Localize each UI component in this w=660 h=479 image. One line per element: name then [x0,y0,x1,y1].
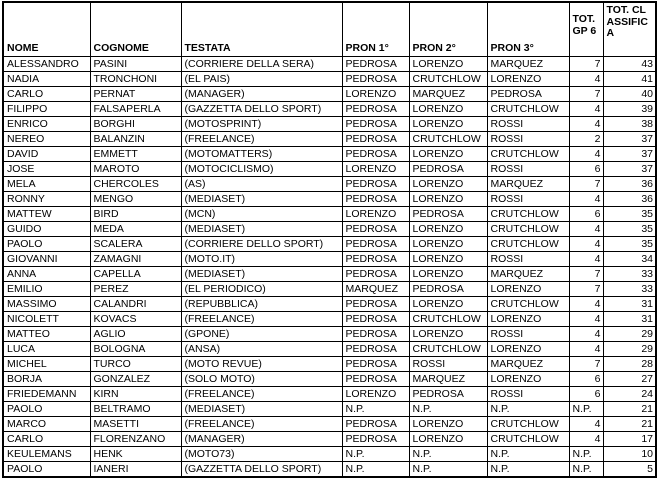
cell-cognome: SCALERA [90,237,181,252]
table-row [3,312,656,327]
cell-pron-1: PEDROSA [342,312,409,327]
cell-nome: FRIEDEMANN [3,387,90,402]
cell-pron-3: LORENZO [487,342,569,357]
cell-cognome: BALANZIN [90,132,181,147]
cell-nome: MICHEL [3,357,90,372]
cell-nome: MASSIMO [3,297,90,312]
cell-cognome: TURCO [90,357,181,372]
cell-tot-classifica: 33 [603,282,656,297]
table-row [3,87,656,102]
cell-testata: (MEDIASET) [181,192,342,207]
cell-pron-1: N.P. [342,462,409,478]
table-row [3,462,656,478]
cell-pron-2: MARQUEZ [409,87,487,102]
cell-cognome: IANERI [90,462,181,478]
cell-tot-gp-6: 6 [569,387,603,402]
cell-tot-classifica: 17 [603,432,656,447]
cell-testata: (MCN) [181,207,342,222]
cell-pron-3: LORENZO [487,372,569,387]
cell-tot-gp-6: 7 [569,177,603,192]
cell-pron-3: ROSSI [487,252,569,267]
cell-cognome: TRONCHONI [90,72,181,87]
cell-nome: FILIPPO [3,102,90,117]
cell-pron-2: CRUTCHLOW [409,72,487,87]
cell-pron-2: PEDROSA [409,282,487,297]
cell-tot-gp-6: 4 [569,192,603,207]
cell-tot-gp-6: 4 [569,102,603,117]
cell-testata: (MOTOCICLISMO) [181,162,342,177]
cell-pron-2: LORENZO [409,252,487,267]
cell-tot-gp-6: 4 [569,252,603,267]
cell-pron-2: PEDROSA [409,162,487,177]
header-row [3,2,656,57]
cell-tot-gp-6: 6 [569,207,603,222]
cell-tot-classifica: 37 [603,147,656,162]
cell-tot-classifica: 10 [603,447,656,462]
cell-tot-gp-6: 7 [569,267,603,282]
cell-cognome: CAPELLA [90,267,181,282]
cell-pron-1: PEDROSA [342,252,409,267]
cell-testata: (EL PAIS) [181,72,342,87]
cell-testata: (GPONE) [181,327,342,342]
cell-pron-2: LORENZO [409,417,487,432]
cell-pron-3: CRUTCHLOW [487,222,569,237]
cell-cognome: KIRN [90,387,181,402]
cell-nome: MATTEW [3,207,90,222]
cell-pron-2: LORENZO [409,57,487,72]
cell-pron-1: PEDROSA [342,117,409,132]
cell-testata: (MOTO.IT) [181,252,342,267]
cell-pron-2: ROSSI [409,357,487,372]
cell-tot-gp-6: 2 [569,132,603,147]
column-header-nome: NOME [3,2,90,57]
cell-nome: MATTEO [3,327,90,342]
cell-testata: (MEDIASET) [181,222,342,237]
cell-pron-3: N.P. [487,462,569,478]
table-row [3,222,656,237]
cell-pron-3: PEDROSA [487,87,569,102]
cell-pron-2: LORENZO [409,117,487,132]
cell-cognome: HENK [90,447,181,462]
cell-cognome: BELTRAMO [90,402,181,417]
cell-pron-1: PEDROSA [342,147,409,162]
cell-tot-gp-6: 4 [569,72,603,87]
cell-pron-2: LORENZO [409,327,487,342]
cell-tot-classifica: 21 [603,402,656,417]
cell-tot-gp-6: N.P. [569,447,603,462]
cell-pron-2: N.P. [409,447,487,462]
predictions-table [2,1,657,478]
table-row [3,147,656,162]
cell-nome: ALESSANDRO [3,57,90,72]
cell-pron-2: CRUTCHLOW [409,132,487,147]
cell-pron-3: MARQUEZ [487,357,569,372]
cell-tot-classifica: 36 [603,177,656,192]
cell-pron-3: N.P. [487,447,569,462]
table-row [3,132,656,147]
cell-pron-3: CRUTCHLOW [487,297,569,312]
cell-pron-3: ROSSI [487,162,569,177]
cell-cognome: FLORENZANO [90,432,181,447]
table-row [3,72,656,87]
cell-pron-1: PEDROSA [342,267,409,282]
cell-testata: (MANAGER) [181,87,342,102]
cell-pron-1: PEDROSA [342,222,409,237]
cell-nome: GUIDO [3,222,90,237]
cell-nome: NICOLETT [3,312,90,327]
column-header-pron-3: PRON 3° [487,2,569,57]
cell-tot-classifica: 31 [603,312,656,327]
cell-pron-3: CRUTCHLOW [487,147,569,162]
cell-cognome: PASINI [90,57,181,72]
cell-pron-1: PEDROSA [342,342,409,357]
table-row [3,387,656,402]
cell-tot-gp-6: 4 [569,297,603,312]
cell-cognome: MENGO [90,192,181,207]
cell-tot-gp-6: 4 [569,117,603,132]
cell-testata: (FREELANCE) [181,132,342,147]
cell-tot-classifica: 35 [603,222,656,237]
cell-cognome: KOVACS [90,312,181,327]
cell-pron-2: LORENZO [409,237,487,252]
table-row [3,177,656,192]
table-row [3,237,656,252]
cell-tot-gp-6: 4 [569,327,603,342]
table-row [3,447,656,462]
table-row [3,267,656,282]
cell-pron-1: PEDROSA [342,72,409,87]
cell-pron-3: ROSSI [487,132,569,147]
cell-tot-classifica: 37 [603,162,656,177]
cell-tot-gp-6: 7 [569,87,603,102]
cell-testata: (MOTOMATTERS) [181,147,342,162]
cell-cognome: MAROTO [90,162,181,177]
table-row [3,297,656,312]
cell-pron-2: CRUTCHLOW [409,312,487,327]
cell-pron-3: LORENZO [487,282,569,297]
cell-pron-3: LORENZO [487,312,569,327]
cell-testata: (REPUBBLICA) [181,297,342,312]
cell-nome: DAVID [3,147,90,162]
cell-nome: CARLO [3,432,90,447]
cell-pron-3: CRUTCHLOW [487,207,569,222]
table-row [3,207,656,222]
cell-pron-2: PEDROSA [409,387,487,402]
cell-pron-1: PEDROSA [342,372,409,387]
cell-cognome: PERNAT [90,87,181,102]
cell-tot-gp-6: 4 [569,342,603,357]
cell-testata: (MOTOSPRINT) [181,117,342,132]
cell-tot-classifica: 5 [603,462,656,478]
cell-testata: (SOLO MOTO) [181,372,342,387]
cell-nome: ENRICO [3,117,90,132]
cell-testata: (MOTO REVUE) [181,357,342,372]
cell-pron-2: PEDROSA [409,207,487,222]
cell-nome: RONNY [3,192,90,207]
column-header-cognome: COGNOME [90,2,181,57]
cell-pron-3: CRUTCHLOW [487,417,569,432]
cell-pron-2: LORENZO [409,192,487,207]
cell-pron-1: PEDROSA [342,237,409,252]
cell-tot-gp-6: 4 [569,432,603,447]
cell-pron-2: LORENZO [409,222,487,237]
cell-nome: EMILIO [3,282,90,297]
cell-tot-gp-6: 7 [569,57,603,72]
cell-pron-1: PEDROSA [342,297,409,312]
cell-testata: (EL PERIODICO) [181,282,342,297]
cell-nome: KEULEMANS [3,447,90,462]
cell-nome: ANNA [3,267,90,282]
cell-nome: GIOVANNI [3,252,90,267]
cell-pron-1: N.P. [342,402,409,417]
cell-pron-3: ROSSI [487,327,569,342]
cell-testata: (FREELANCE) [181,312,342,327]
cell-pron-3: CRUTCHLOW [487,432,569,447]
cell-pron-2: LORENZO [409,432,487,447]
cell-cognome: GONZALEZ [90,372,181,387]
cell-pron-1: PEDROSA [342,192,409,207]
cell-tot-classifica: 29 [603,327,656,342]
cell-nome: BORJA [3,372,90,387]
cell-pron-1: PEDROSA [342,327,409,342]
table-row [3,357,656,372]
cell-cognome: MASETTI [90,417,181,432]
cell-pron-1: PEDROSA [342,177,409,192]
cell-testata: (FREELANCE) [181,417,342,432]
cell-pron-2: LORENZO [409,147,487,162]
cell-testata: (GAZZETTA DELLO SPORT) [181,462,342,478]
cell-cognome: ZAMAGNI [90,252,181,267]
cell-tot-classifica: 31 [603,297,656,312]
cell-pron-3: ROSSI [487,192,569,207]
cell-pron-1: PEDROSA [342,417,409,432]
column-header-tot-classifica: TOT. CLASSIFICA [603,2,656,57]
cell-cognome: AGLIO [90,327,181,342]
table-row [3,117,656,132]
cell-cognome: BIRD [90,207,181,222]
cell-nome: MARCO [3,417,90,432]
cell-tot-gp-6: 4 [569,147,603,162]
table-row [3,252,656,267]
cell-pron-1: PEDROSA [342,357,409,372]
cell-testata: (MOTO73) [181,447,342,462]
table-row [3,402,656,417]
column-header-pron-2: PRON 2° [409,2,487,57]
cell-tot-classifica: 35 [603,237,656,252]
cell-pron-1: PEDROSA [342,432,409,447]
cell-cognome: PEREZ [90,282,181,297]
cell-nome: PAOLO [3,402,90,417]
cell-testata: (ANSA) [181,342,342,357]
cell-pron-2: LORENZO [409,297,487,312]
cell-tot-gp-6: 4 [569,312,603,327]
cell-pron-1: LORENZO [342,207,409,222]
cell-pron-1: PEDROSA [342,57,409,72]
table-row [3,282,656,297]
cell-cognome: CHERCOLES [90,177,181,192]
cell-pron-2: MARQUEZ [409,372,487,387]
cell-tot-gp-6: N.P. [569,462,603,478]
cell-testata: (MEDIASET) [181,267,342,282]
cell-tot-classifica: 38 [603,117,656,132]
cell-pron-1: PEDROSA [342,132,409,147]
cell-pron-2: LORENZO [409,102,487,117]
cell-pron-1: N.P. [342,447,409,462]
cell-tot-gp-6: 4 [569,237,603,252]
cell-tot-gp-6: 6 [569,372,603,387]
cell-cognome: MEDA [90,222,181,237]
cell-testata: (CORRIERE DELLO SPORT) [181,237,342,252]
cell-pron-1: PEDROSA [342,102,409,117]
cell-tot-classifica: 41 [603,72,656,87]
table-body [3,57,656,478]
cell-tot-classifica: 21 [603,417,656,432]
cell-testata: (FREELANCE) [181,387,342,402]
cell-pron-3: ROSSI [487,117,569,132]
cell-pron-3: MARQUEZ [487,57,569,72]
cell-tot-classifica: 40 [603,87,656,102]
table-header [3,2,656,57]
cell-cognome: EMMETT [90,147,181,162]
table-row [3,57,656,72]
cell-tot-classifica: 27 [603,372,656,387]
cell-nome: LUCA [3,342,90,357]
cell-pron-1: MARQUEZ [342,282,409,297]
cell-tot-classifica: 28 [603,357,656,372]
cell-tot-gp-6: 4 [569,417,603,432]
column-header-pron-1: PRON 1° [342,2,409,57]
table-row [3,162,656,177]
cell-pron-3: LORENZO [487,72,569,87]
cell-testata: (CORRIERE DELLA SERA) [181,57,342,72]
cell-nome: PAOLO [3,462,90,478]
cell-testata: (GAZZETTA DELLO SPORT) [181,102,342,117]
cell-pron-3: CRUTCHLOW [487,237,569,252]
cell-testata: (MANAGER) [181,432,342,447]
cell-testata: (AS) [181,177,342,192]
cell-tot-classifica: 35 [603,207,656,222]
cell-pron-1: LORENZO [342,162,409,177]
table-row [3,192,656,207]
cell-nome: NADIA [3,72,90,87]
cell-pron-1: LORENZO [342,87,409,102]
cell-pron-2: LORENZO [409,177,487,192]
cell-tot-gp-6: 6 [569,162,603,177]
cell-pron-2: LORENZO [409,267,487,282]
table-row [3,102,656,117]
column-header-tot-gp-6: TOT. GP 6 [569,2,603,57]
cell-pron-3: ROSSI [487,387,569,402]
cell-tot-gp-6: 7 [569,357,603,372]
cell-tot-classifica: 43 [603,57,656,72]
cell-tot-classifica: 39 [603,102,656,117]
cell-nome: NEREO [3,132,90,147]
cell-tot-classifica: 36 [603,192,656,207]
cell-nome: MELA [3,177,90,192]
cell-cognome: BORGHI [90,117,181,132]
cell-cognome: BOLOGNA [90,342,181,357]
cell-pron-3: MARQUEZ [487,177,569,192]
cell-tot-gp-6: 7 [569,282,603,297]
cell-pron-3: CRUTCHLOW [487,102,569,117]
cell-pron-3: N.P. [487,402,569,417]
cell-pron-2: CRUTCHLOW [409,342,487,357]
cell-tot-classifica: 37 [603,132,656,147]
cell-pron-2: N.P. [409,462,487,478]
table-row [3,342,656,357]
table-row [3,327,656,342]
table-row [3,372,656,387]
column-header-testata: TESTATA [181,2,342,57]
table-row [3,432,656,447]
cell-tot-classifica: 33 [603,267,656,282]
cell-tot-classifica: 24 [603,387,656,402]
table-row [3,417,656,432]
cell-tot-classifica: 29 [603,342,656,357]
cell-tot-classifica: 34 [603,252,656,267]
cell-pron-2: N.P. [409,402,487,417]
cell-testata: (MEDIASET) [181,402,342,417]
cell-cognome: FALSAPERLA [90,102,181,117]
cell-tot-gp-6: 4 [569,222,603,237]
cell-pron-1: LORENZO [342,387,409,402]
cell-tot-gp-6: N.P. [569,402,603,417]
cell-nome: CARLO [3,87,90,102]
cell-cognome: CALANDRI [90,297,181,312]
cell-nome: JOSE [3,162,90,177]
cell-pron-3: MARQUEZ [487,267,569,282]
cell-nome: PAOLO [3,237,90,252]
